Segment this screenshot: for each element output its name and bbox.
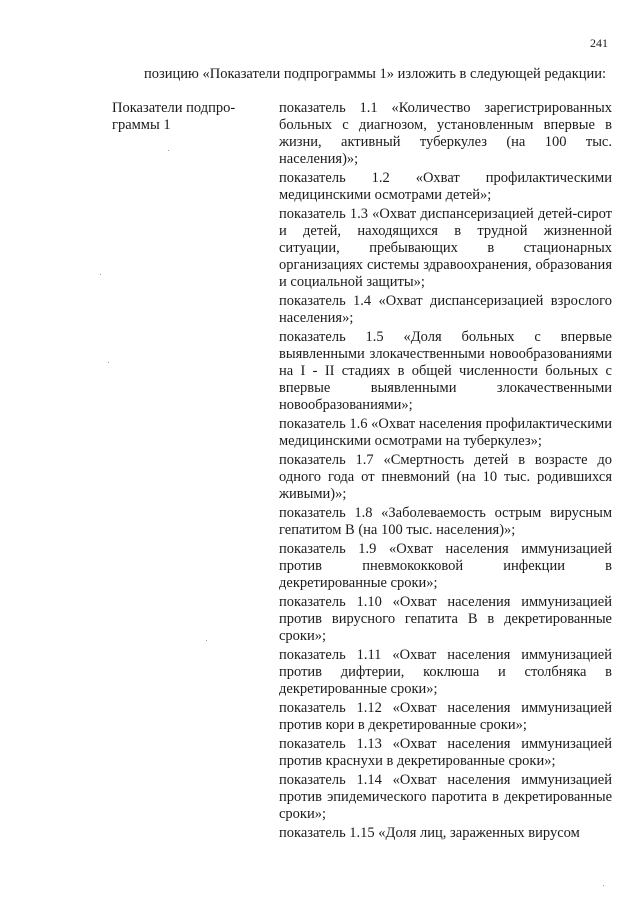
indicator-item: показатель 1.5 «Доля больных с впервые выявленными злокачественными новообразованиями на I - II стадиях в общей численности больных с впервые выявленными злокачественными новообразованиями»; (279, 329, 612, 413)
scan-speck (108, 362, 109, 363)
intro-paragraph: позицию «Показатели подпрограммы 1» изложить в следующей редакции: (144, 66, 607, 82)
indicator-item: показатель 1.13 «Охват населения иммунизацией против краснухи в декретированные сроки»; (279, 736, 612, 769)
indicator-item: показатель 1.12 «Охват населения иммунизацией против кори в декретированные сроки»; (279, 700, 612, 733)
indicator-item: показатель 1.8 «Заболеваемость острым вирусным гепатитом В (на 100 тыс. населения)»; (279, 505, 612, 538)
indicator-item: показатель 1.11 «Охват населения иммунизацией против дифтерии, коклюша и столбняка в декретированные сроки»; (279, 647, 612, 697)
indicator-item: показатель 1.7 «Смертность детей в возрасте до одного года от пневмоний (на 10 тыс. родившихся живыми)»; (279, 452, 612, 502)
scan-speck (100, 274, 101, 275)
indicators-list (279, 100, 612, 844)
scan-speck (168, 150, 169, 151)
indicator-item: показатель 1.2 «Охват профилактическими медицинскими осмотрами детей»; (279, 170, 612, 203)
indicator-item: показатель 1.6 «Охват населения профилактическими медицинскими осмотрами на туберкулез»; (279, 416, 612, 449)
scan-speck (206, 640, 207, 641)
subprogram-indicators-label: Показатели подпро-граммы 1 (112, 100, 236, 133)
indicator-item: показатель 1.4 «Охват диспансеризацией взрослого населения»; (279, 293, 612, 326)
indicator-item: показатель 1.1 «Количество зарегистрированных больных с диагнозом, установленным впервые в жизни, активный туберкулез (на 100 тыс. населения)»; (279, 100, 612, 167)
indicator-item: показатель 1.14 «Охват населения иммунизацией против эпидемического паротита в декретированные сроки»; (279, 772, 612, 822)
indicator-item: показатель 1.3 «Охват диспансеризацией детей-сирот и детей, находящихся в трудной жизненной ситуации, пребывающих в стационарных организациях системы здравоохранения, образования и социальной защиты»; (279, 206, 612, 290)
page-number: 241 (590, 36, 608, 50)
indicator-item: показатель 1.15 «Доля лиц, зараженных вирусом (279, 825, 580, 841)
scan-speck (603, 885, 604, 886)
indicator-item: показатель 1.10 «Охват населения иммунизацией против вирусного гепатита В в декретированные сроки»; (279, 594, 612, 644)
indicator-item: показатель 1.9 «Охват населения иммунизацией против пневмококковой инфекции в декретированные сроки»; (279, 541, 612, 591)
